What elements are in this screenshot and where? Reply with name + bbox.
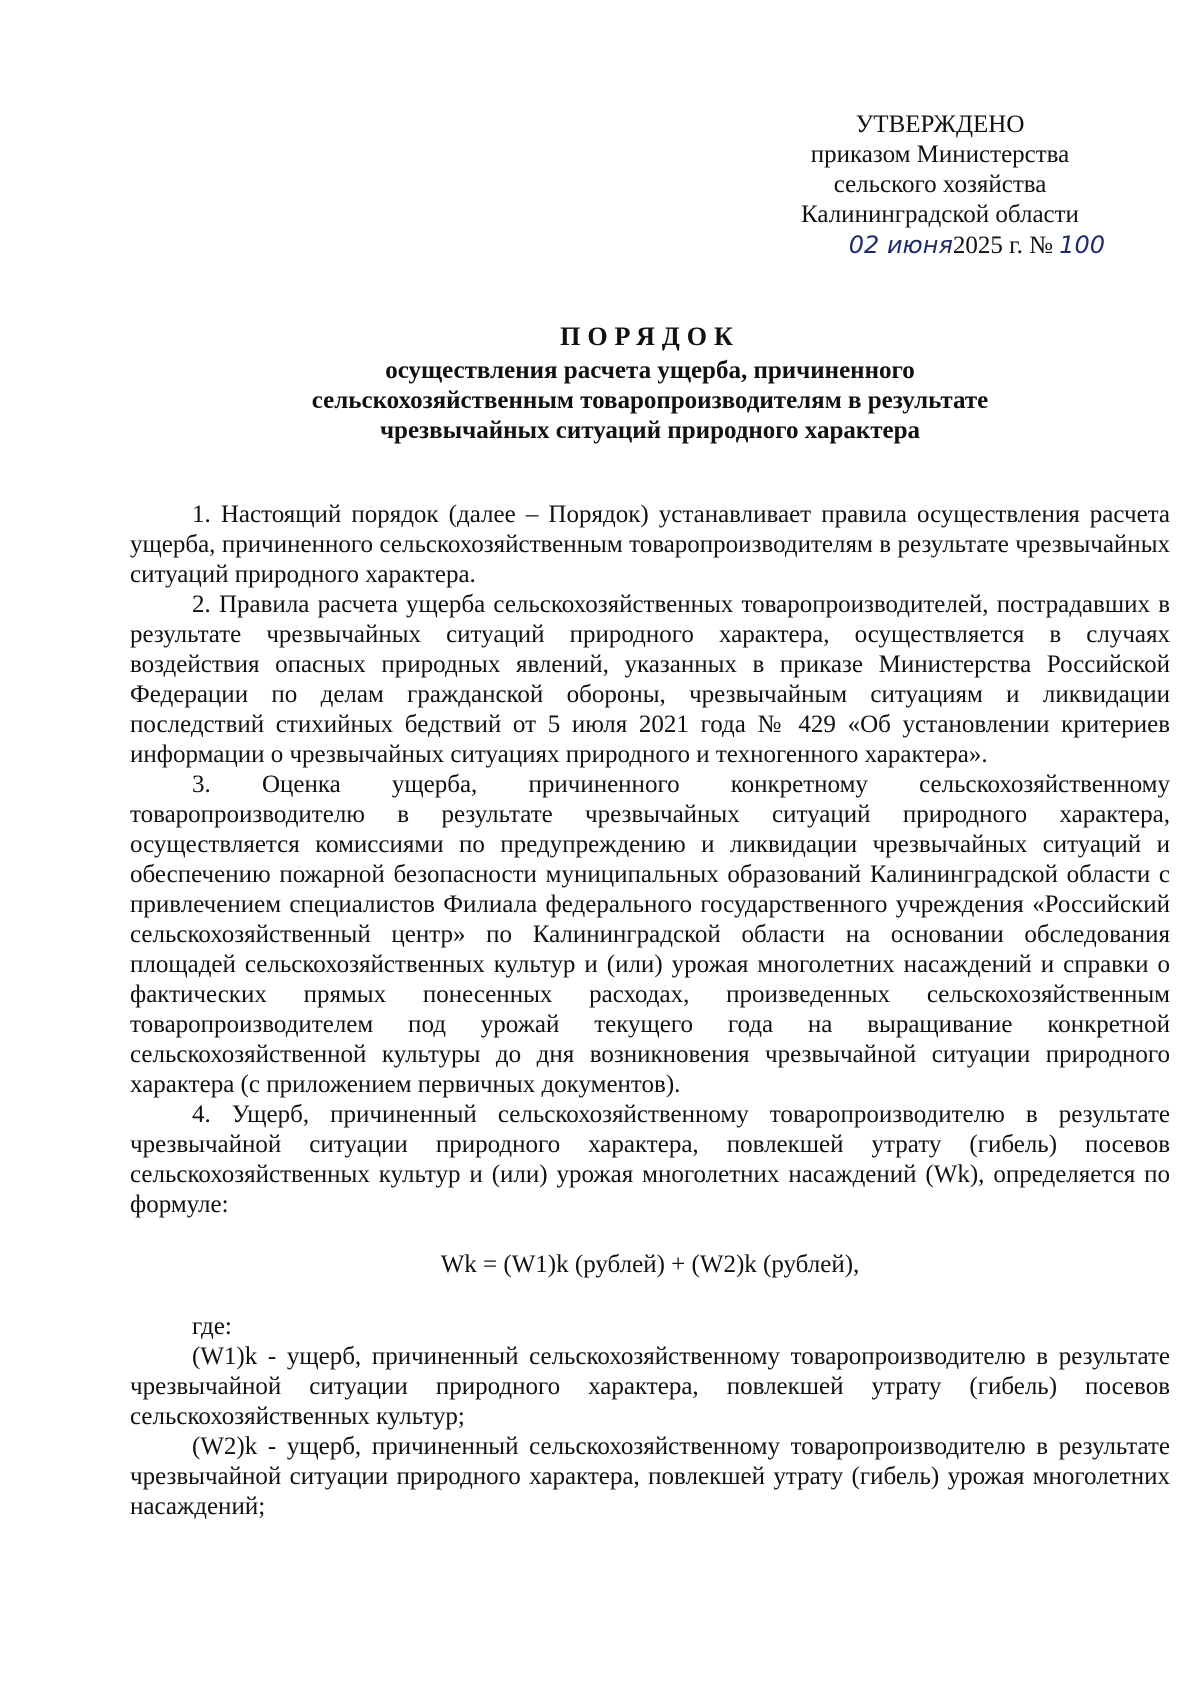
- definition-w1: (W1)k - ущерб, причиненный сельскохозяйственному товаропроизводителю в результате чрезвычайной ситуации природного характера, повлекшей утрату (гибель) посевов сельскохозяйственных культур;: [130, 1343, 1170, 1430]
- handwritten-date: 02 июня: [848, 231, 953, 259]
- paragraph-1: 1. Настоящий порядок (далее – Порядок) устанавливает правила осуществления расчета ущерба, причиненного сельскохозяйственным товаропроизводителям в результате чрезвычайных ситуаций природного характера.: [130, 501, 1170, 588]
- damage-formula: Wk = (W1)k (рублей) + (W2)k (рублей),: [440, 1251, 860, 1278]
- document-subtitle-line-1: осуществления расчета ущерба, причиненного: [385, 357, 915, 384]
- approval-date-line: [760, 230, 1120, 261]
- document-subtitle-line-2: сельскохозяйственным товаропроизводителям в результате: [311, 387, 989, 414]
- definition-w2: (W2)k - ущерб, причиненный сельскохозяйственному товаропроизводителю в результате чрезвычайной ситуации природного характера, повлекшей утрату (гибель) урожая многолетних насаждений;: [130, 1433, 1170, 1520]
- approval-stamp-block: [760, 110, 1120, 261]
- handwritten-number: 100: [1059, 231, 1105, 259]
- paragraph-4: 4. Ущерб, причиненный сельскохозяйственному товаропроизводителю в результате чрезвычайной ситуации природного характера, повлекшей утрату (гибель) посевов сельскохозяйственных культур и (или) урожая многолетних насаждений (Wk), определяется по формуле:: [130, 1101, 1170, 1218]
- paragraph-2: 2. Правила расчета ущерба сельскохозяйственных товаропроизводителей, пострадавших в результате чрезвычайных ситуаций природного характера, осуществляется в случаях воздействия опасных природных явлений, указанных в приказе Министерства Российской Федерации по делам гражданской обороны, чрезвычайным ситуациям и ликвидации последствий стихийных бедствий от 5 июля 2021 года № 429 «Об установлении критериев информации о чрезвычайных ситуациях природного и техногенного характера».: [130, 591, 1170, 768]
- document-subtitle-line-3: чрезвычайных ситуаций природного характера: [379, 417, 921, 444]
- document-body: [130, 500, 1170, 1522]
- approval-line-3: Калининградской области: [801, 201, 1079, 228]
- approval-line-1: приказом Министерства: [810, 141, 1070, 168]
- document-title: ПОРЯДОК: [560, 322, 740, 351]
- approval-year: 2025 г. №: [952, 232, 1053, 259]
- where-label: где:: [192, 1313, 232, 1340]
- approval-heading: УТВЕРЖДЕНО: [855, 111, 1025, 138]
- paragraph-3: 3. Оценка ущерба, причиненного конкретному сельскохозяйственному товаропроизводителю в результате чрезвычайных ситуаций природного характера, осуществляется комиссиями по предупреждению и ликвидации чрезвычайных ситуаций и обеспечению пожарной безопасности муниципальных образований Калининградской области с привлечением специалистов Филиала федерального государственного учреждения «Российский сельскохозяйственный центр» по Калининградской области на основании обследования площадей сельскохозяйственных культур и (или) урожая многолетних насаждений и справки о фактических прямых понесенных расходах, произведенных сельскохозяйственным товаропроизводителем под урожай текущего года на выращивание конкретной сельскохозяйственной культуры до дня возникновения чрезвычайной ситуации природного характера (с приложением первичных документов).: [130, 771, 1170, 1098]
- document-title-block: [130, 322, 1170, 446]
- approval-line-2: сельского хозяйства: [833, 171, 1047, 198]
